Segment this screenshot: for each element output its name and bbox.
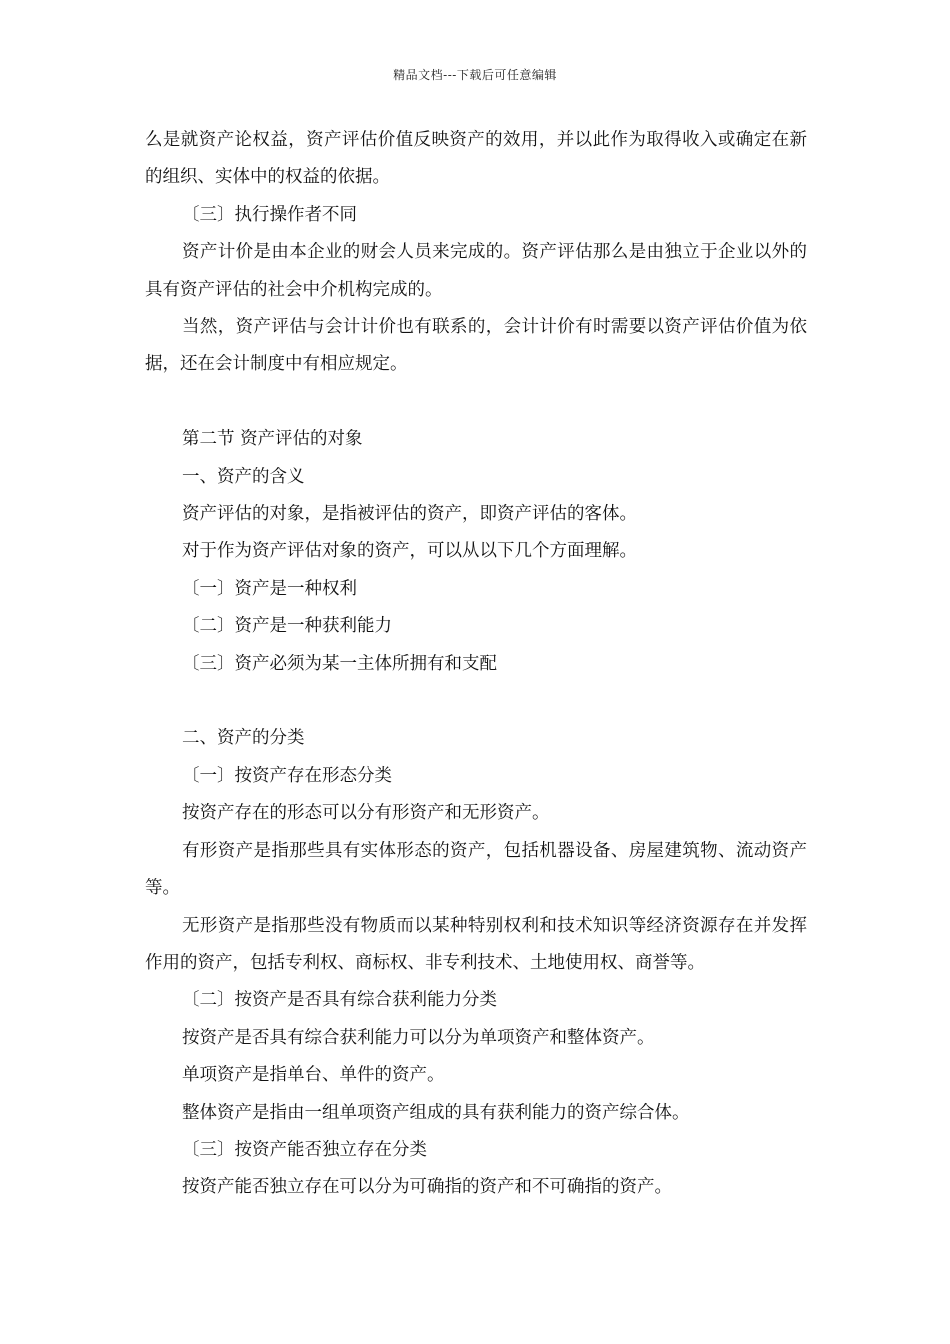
paragraph: 对于作为资产评估对象的资产，可以从以下几个方面理解。	[182, 541, 637, 562]
paragraph: 第二节 资产评估的对象	[182, 429, 363, 450]
paragraph: 资产评估的对象，是指被评估的资产，即资产评估的客体。	[182, 504, 637, 525]
paragraph: 〔三〕资产必须为某一主体所拥有和支配	[182, 653, 497, 674]
paragraph: 按资产存在的形态可以分有形资产和无形资产。	[182, 803, 550, 824]
paragraph: 整体资产是指由一组单项资产组成的具有获利能力的资产综合体。	[182, 1102, 690, 1123]
paragraph: 〔三〕执行操作者不同	[182, 204, 357, 225]
paragraph: 无形资产是指那些没有物质而以某种特别权利和技术知识等经济资源存在并发挥作用的资产，包括专利权、商标权、非专利技术、土地使用权、商誉等。	[145, 915, 807, 973]
paragraph: 一、资产的含义	[182, 466, 305, 487]
paragraph: 〔三〕按资产能否独立存在分类	[182, 1139, 427, 1160]
paragraph: 〔二〕按资产是否具有综合获利能力分类	[182, 990, 497, 1011]
page-header: 精品文档---下载后可任意编辑	[393, 68, 557, 82]
paragraph: 当然，资产评估与会计计价也有联系的，会计计价有时需要以资产评估价值为依据，还在会计制度中有相应规定。	[145, 317, 807, 375]
paragraph: 〔一〕按资产存在形态分类	[182, 765, 392, 786]
paragraph: 〔二〕资产是一种获利能力	[182, 616, 392, 637]
paragraph-spacer	[145, 683, 807, 720]
document-body	[145, 122, 807, 1207]
paragraph: 资产计价是由本企业的财会人员来完成的。资产评估那么是由独立于企业以外的具有资产评估的社会中介机构完成的。	[145, 242, 807, 300]
paragraph: 有形资产是指那些具有实体形态的资产，包括机器设备、房屋建筑物、流动资产等。	[145, 840, 807, 899]
paragraph: 按资产能否独立存在可以分为可确指的资产和不可确指的资产。	[182, 1177, 672, 1198]
paragraph: 按资产是否具有综合获利能力可以分为单项资产和整体资产。	[182, 1027, 655, 1048]
paragraph-spacer	[145, 384, 807, 421]
paragraph: 〔一〕资产是一种权利	[182, 578, 357, 599]
paragraph: 么是就资产论权益，资产评估价值反映资产的效用，并以此作为取得收入或确定在新的组织、实体中的权益的依据。	[145, 130, 807, 188]
paragraph: 单项资产是指单台、单件的资产。	[182, 1065, 445, 1086]
paragraph: 二、资产的分类	[182, 728, 305, 749]
